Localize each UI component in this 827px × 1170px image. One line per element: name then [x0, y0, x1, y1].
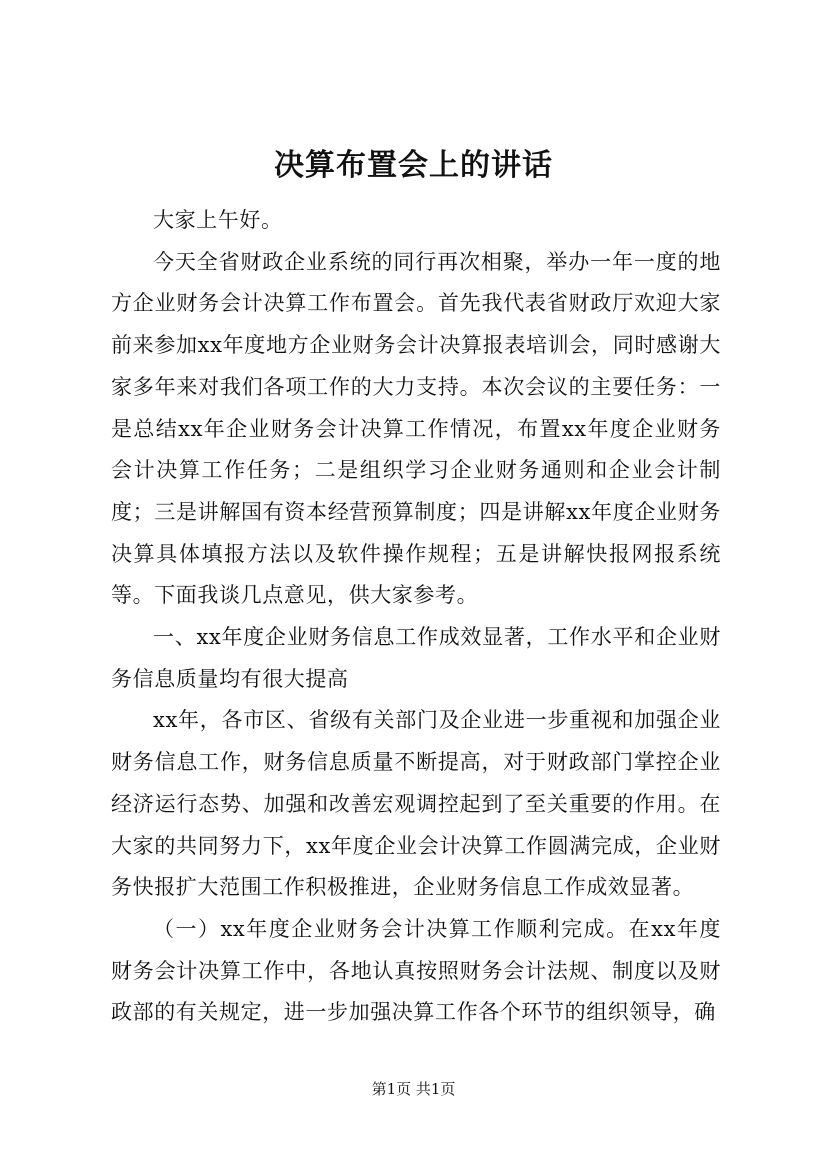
greeting-paragraph: 大家上午好。: [153, 208, 283, 232]
document-title: 决算布置会上的讲话: [274, 148, 553, 183]
section-heading-1: 一、xx年度企业财务信息工作成效显著，工作水平和企业财务信息质量均有很大提高: [111, 625, 721, 691]
subsection-1-paragraph: （一）xx年度企业财务会计决算工作顺利完成。在xx年度财务会计决算工作中，各地认真按照财务会计法规、制度以及财政部的有关规定，进一步加强决算工作各个环节的组织领导，确: [111, 916, 721, 1025]
page-number-footer: 第1页 共1页: [371, 1080, 456, 1098]
document-body: [111, 200, 721, 1034]
section-1-paragraph: xx年，各市区、省级有关部门及企业进一步重视和加强企业财务信息工作，财务信息质量不断提高，对于财政部门掌控企业经济运行态势、加强和改善宏观调控起到了至关重要的作用。在大家的共同努力下，xx年度企业会计决算工作圆满完成，企业财务快报扩大范围工作积极推进，企业财务信息工作成效显著。: [111, 708, 721, 900]
intro-paragraph: 今天全省财政企业系统的同行再次相聚，举办一年一度的地方企业财务会计决算工作布置会。首先我代表省财政厅欢迎大家前来参加xx年度地方企业财务会计决算报表培训会，同时感谢大家多年来对我们各项工作的大力支持。本次会议的主要任务：一是总结xx年企业财务会计决算工作情况，布置xx年度企业财务会计决算工作任务；二是组织学习企业财务通则和企业会计制度；三是讲解国有资本经营预算制度；四是讲解xx年度企业财务决算具体填报方法以及软件操作规程；五是讲解快报网报系统等。下面我谈几点意见，供大家参考。: [111, 249, 721, 608]
